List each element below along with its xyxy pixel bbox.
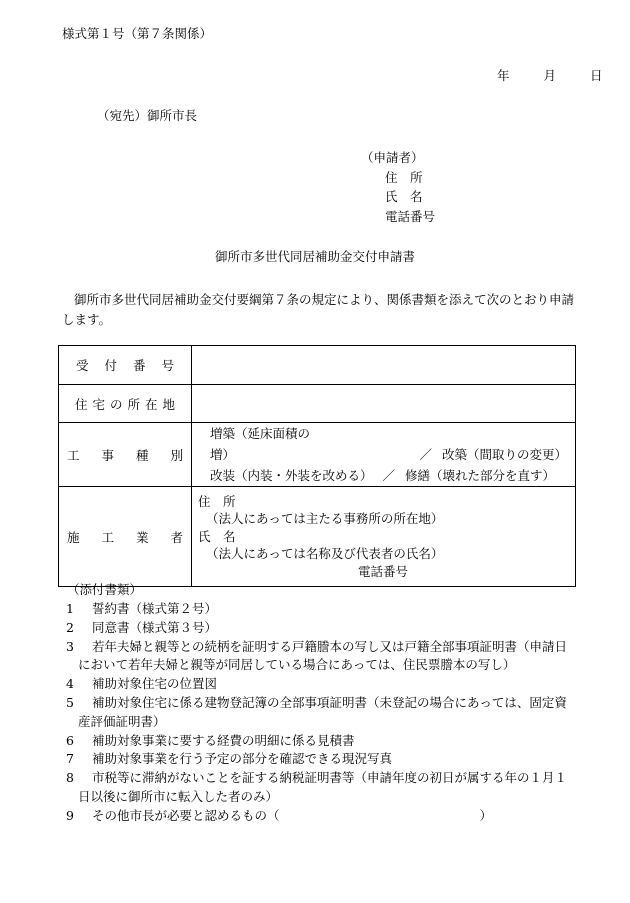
reception-number-label-cell xyxy=(59,346,192,385)
table-row-house-location xyxy=(59,385,576,423)
table-row-construction-type xyxy=(59,423,576,487)
item-text: 補助対象住宅に係る建物登記簿の全部事項証明書（未登記の場合にあっては、固定資 xyxy=(92,694,567,710)
reception-number-field[interactable] xyxy=(192,346,576,385)
construction-type-line-2 xyxy=(210,465,575,486)
list-item xyxy=(66,750,596,769)
item-text: 補助対象住宅の位置図 xyxy=(92,676,218,692)
item-text-continued: 産評価証明書） xyxy=(78,713,166,729)
list-item xyxy=(66,600,596,619)
option-renovation[interactable]: 改装（内装・外装を改める） xyxy=(210,468,373,483)
item-text: 誓約書（様式第２号） xyxy=(92,601,218,616)
separator-2: ／ xyxy=(382,468,396,483)
item-text-end: ） xyxy=(479,807,493,823)
separator-1: ／ xyxy=(419,447,432,462)
addressee: （宛先）御所市長 xyxy=(97,108,198,123)
option-extension[interactable]: 増築（延床面積の増） xyxy=(210,426,311,462)
construction-type-options xyxy=(192,423,576,487)
construction-type-line-1 xyxy=(210,423,575,465)
table-row-reception xyxy=(59,346,576,385)
applicant-phone-label: 電話番号 xyxy=(385,208,436,224)
item-number: 2 xyxy=(66,619,74,635)
applicant-heading: （申請者） xyxy=(361,150,424,165)
list-item xyxy=(66,638,596,676)
attachments-list xyxy=(66,600,596,826)
contractor-name-note: （法人にあっては名称及び代表者の氏名） xyxy=(206,546,444,562)
item-number: 1 xyxy=(66,601,74,616)
house-location-field[interactable] xyxy=(192,385,576,423)
contractor-address-note: （法人にあっては主たる事務所の所在地） xyxy=(206,511,444,527)
list-item xyxy=(66,732,596,751)
date-month-label: 月 xyxy=(543,68,557,83)
contractor-name-label: 氏 名 xyxy=(198,528,236,544)
item-text-continued: において若年夫婦と親等が同居している場合にあっては、住民票謄本の写し） xyxy=(78,657,516,673)
item-text: その他市長が必要と認めるもの（ xyxy=(92,807,280,823)
date-year-label: 年 xyxy=(497,68,510,83)
list-item xyxy=(66,807,596,826)
form-number: 様式第１号（第７条関係） xyxy=(62,26,213,41)
attachments-heading: （添付書類） xyxy=(67,582,143,597)
item-text: 補助対象事業に要する経費の明細に係る見積書 xyxy=(92,732,355,748)
item-number: 8 xyxy=(66,770,74,786)
option-reconstruction[interactable]: 改築（間取りの変更） xyxy=(442,447,568,462)
item-number: 7 xyxy=(66,751,74,767)
reception-number-label: 受付番号 xyxy=(75,358,190,373)
applicant-name-label: 氏 名 xyxy=(385,189,423,204)
contractor-label: 施工業者 xyxy=(66,529,205,545)
applicant-address-label: 住 所 xyxy=(385,169,423,185)
item-number: 4 xyxy=(66,676,74,692)
construction-type-label-cell xyxy=(59,423,205,487)
construction-type-label: 工事種別 xyxy=(66,447,205,463)
list-item xyxy=(66,769,596,807)
table-row-contractor xyxy=(59,487,576,587)
house-location-label: 住宅の所在地 xyxy=(74,396,180,412)
item-text: 若年夫婦と親等との続柄を証明する戸籍謄本の写し又は戸籍全部事項証明書（申請日 xyxy=(92,638,568,654)
date-line xyxy=(497,68,603,83)
application-table xyxy=(58,345,576,587)
contractor-label-cell xyxy=(59,487,205,587)
item-number: 6 xyxy=(66,732,74,748)
document-title: 御所市多世代同居補助金交付申請書 xyxy=(214,249,415,264)
date-day-label: 日 xyxy=(590,68,603,83)
list-item xyxy=(66,619,596,638)
item-text: 補助対象事業を行う予定の部分を確認できる現況写真 xyxy=(92,751,393,767)
house-location-label-cell xyxy=(59,385,192,423)
item-text: 市税等に滞納がないことを証する納税証明書等（申請年度の初日が属する年の１月１ xyxy=(92,770,568,786)
contractor-field[interactable] xyxy=(192,487,576,587)
option-repair[interactable]: 修繕（壊れた部分を直す） xyxy=(405,468,556,483)
contractor-address-label: 住 所 xyxy=(198,493,236,509)
list-item xyxy=(66,694,596,732)
item-number: 3 xyxy=(66,638,74,654)
item-text-continued: 日以後に御所市に転入した者のみ） xyxy=(78,788,279,804)
item-number: 9 xyxy=(66,807,74,823)
contractor-phone-label: 電話番号 xyxy=(358,563,409,579)
item-text: 同意書（様式第３号） xyxy=(92,619,218,635)
applicant-block xyxy=(361,148,435,226)
list-item xyxy=(66,675,596,694)
item-number: 5 xyxy=(66,694,74,710)
intro-paragraph: 御所市多世代同居補助金交付要綱第７条の規定により、関係書類を添えて次のとおり申請します。 xyxy=(62,292,575,327)
